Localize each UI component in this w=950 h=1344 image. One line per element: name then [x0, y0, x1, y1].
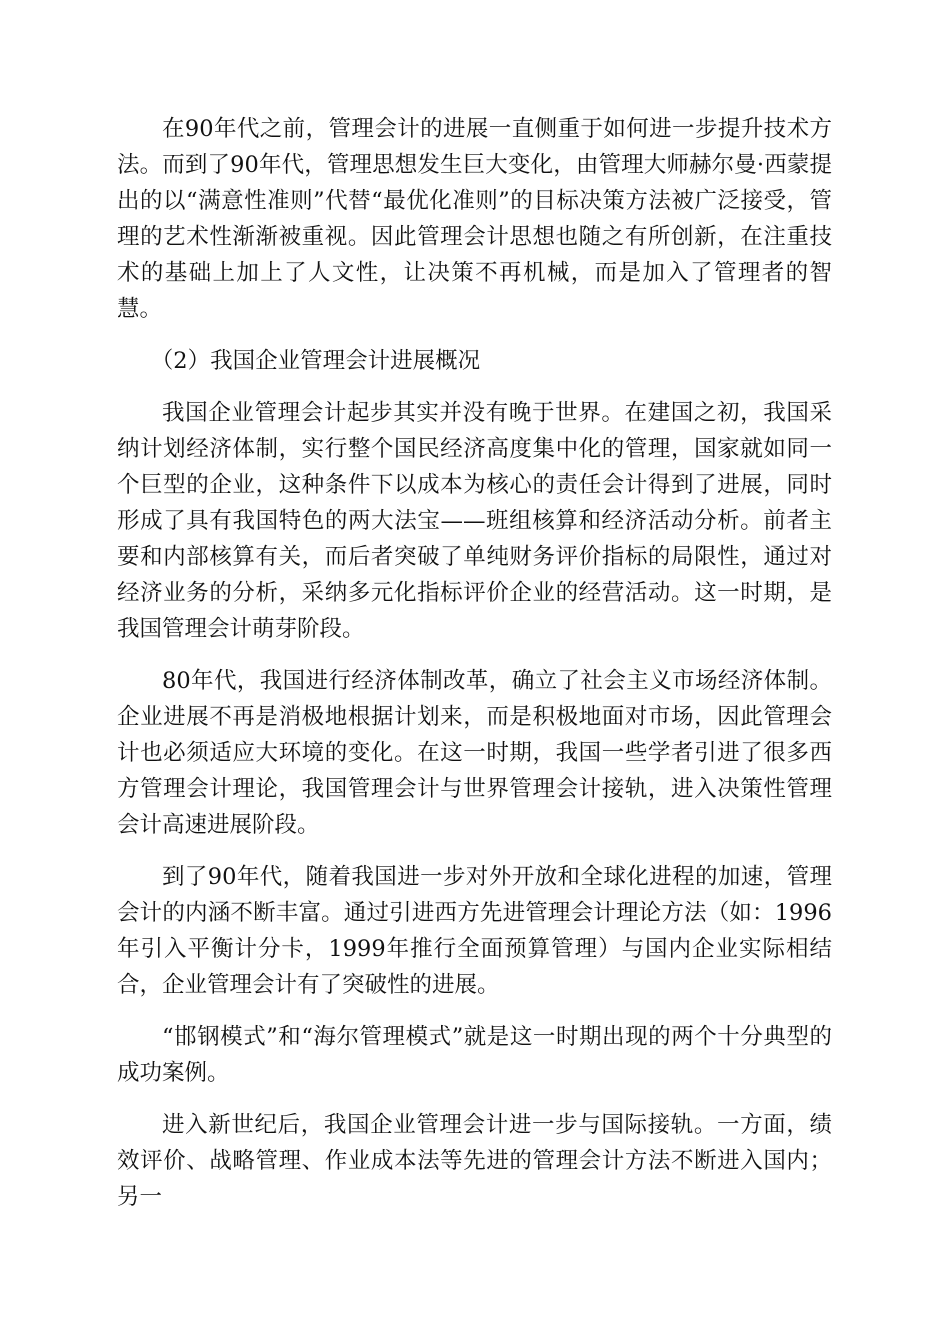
paragraph-case-examples: “邯钢模式”和“海尔管理模式”就是这一时期出现的两个十分典型的成功案例。	[117, 1024, 832, 1086]
section-heading-china-overview: （2）我国企业管理会计进展概况	[150, 348, 481, 374]
paragraph-china-early-stage: 我国企业管理会计起步其实并没有晚于世界。在建国之初，我国采纳计划经济体制，实行整个国民经济高度集中化的管理，国家就如同一个巨型的企业，这种条件下以成本为核心的责任会计得到了进展，同时形成了具有我国特色的两大法宝——班组核算和经济活动分析。前者主要和内部核算有关，而后者突破了单纯财务评价指标的局限性，通过对经济业务的分析，采纳多元化指标评价企业的经营活动。这一时期，是我国管理会计萌芽阶段。	[117, 400, 832, 642]
paragraph-1990s-development: 到了90年代，随着我国进一步对外开放和全球化进程的加速，管理会计的内涵不断丰富。通过引进西方先进管理会计理论方法（如：1996年引入平衡计分卡，1999年推行全面预算管理）与国内企业实际相结合，企业管理会计有了突破性的进展。	[117, 864, 832, 998]
paragraph-new-century: 进入新世纪后，我国企业管理会计进一步与国际接轨。一方面，绩效评价、战略管理、作业成本法等先进的管理会计方法不断进入国内；另一	[117, 1112, 832, 1210]
paragraph-1980s-reform: 80年代，我国进行经济体制改革，确立了社会主义市场经济体制。企业进展不再是消极地根据计划来，而是积极地面对市场，因此管理会计也必须适应大环境的变化。在这一时期，我国一些学者引进了很多西方管理会计理论，我国管理会计与世界管理会计接轨，进入决策性管理会计高速进展阶段。	[117, 668, 832, 838]
paragraph-western-history: 在90年代之前，管理会计的进展一直侧重于如何进一步提升技术方法。而到了90年代，管理思想发生巨大变化，由管理大师赫尔曼·西蒙提出的以“满意性准则”代替“最优化准则”的目标决策方法被广泛接受，管理的艺术性渐渐被重视。因此管理会计思想也随之有所创新，在注重技术的基础上加上了人文性，让决策不再机械，而是加入了管理者的智慧。	[117, 116, 832, 322]
